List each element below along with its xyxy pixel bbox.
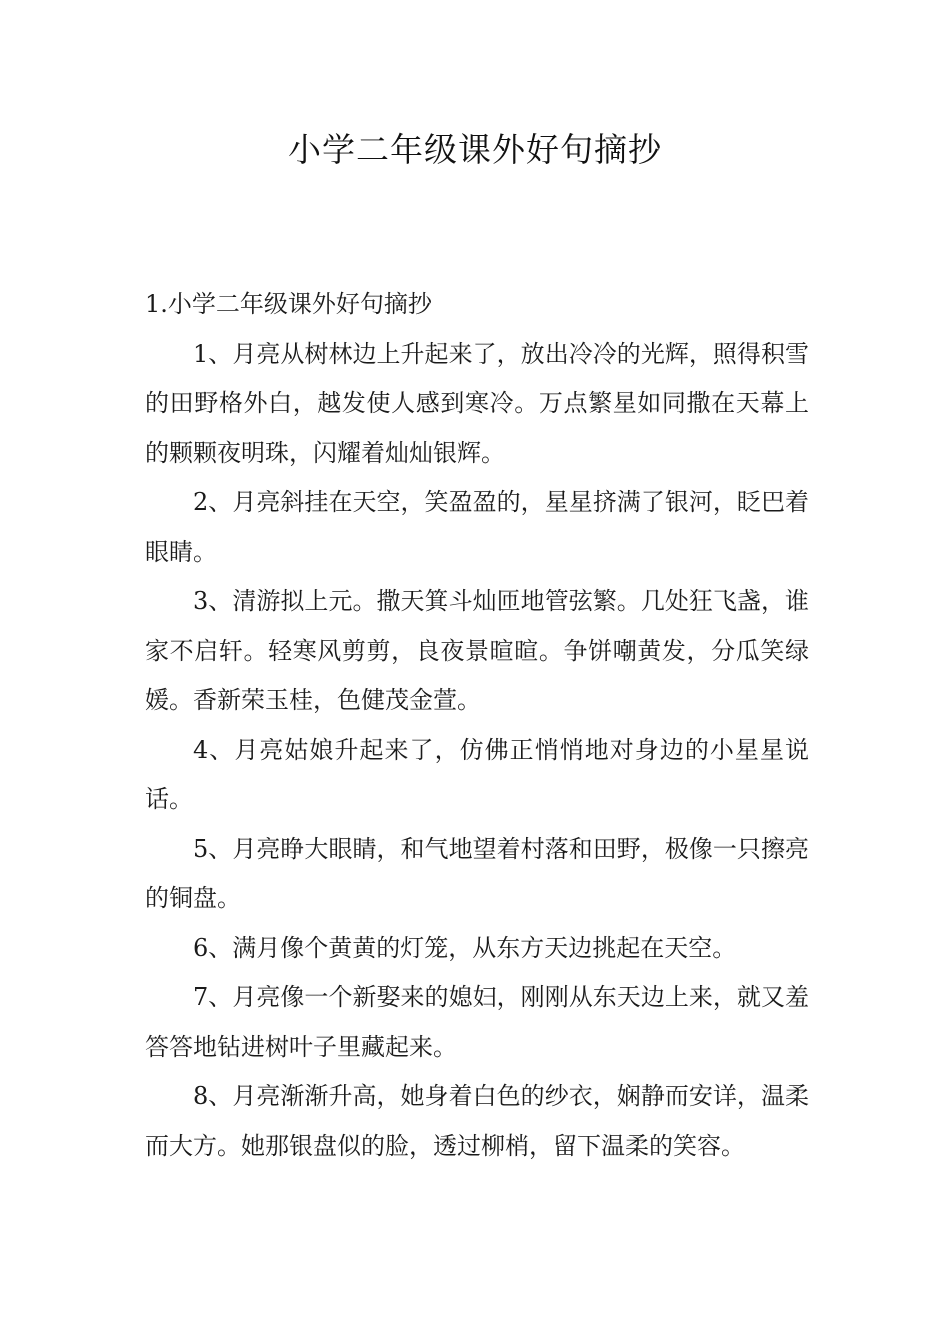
section-heading: 1.小学二年级课外好句摘抄 [145, 290, 432, 318]
sentence-item-3: 3、清游拟上元。撒天箕斗灿匝地管弦繁。几处狂飞盏，谁家不启轩。轻寒风剪剪，良夜景暄暄。争饼嘲黄发，分瓜笑绿媛。香新荣玉桂，色健茂金萱。 [145, 587, 809, 714]
sentence-item-7: 7、月亮像一个新娶来的媳妇，刚刚从东天边上来，就又羞答答地钻进树叶子里藏起来。 [145, 983, 809, 1061]
sentence-item-8: 8、月亮渐渐升高，她身着白色的纱衣，娴静而安详，温柔而大方。她那银盘似的脸，透过柳梢，留下温柔的笑容。 [145, 1082, 809, 1160]
sentence-item-4: 4、月亮姑娘升起来了，仿佛正悄悄地对身边的小星星说话。 [145, 735, 809, 813]
page-title: 小学二年级课外好句摘抄 [288, 130, 662, 169]
sentence-item-2: 2、月亮斜挂在天空，笑盈盈的，星星挤满了银河，眨巴着眼睛。 [145, 488, 809, 566]
sentence-item-5: 5、月亮睁大眼睛，和气地望着村落和田野，极像一只擦亮的铜盘。 [145, 834, 809, 912]
sentence-item-1: 1、月亮从树林边上升起来了，放出冷冷的光辉，照得积雪的田野格外白，越发使人感到寒冷。万点繁星如同撒在天幕上的颗颗夜明珠，闪耀着灿灿银辉。 [145, 339, 809, 467]
sentence-item-6: 6、满月像个黄黄的灯笼，从东方天边挑起在天空。 [193, 933, 737, 962]
document-body [145, 280, 809, 1171]
